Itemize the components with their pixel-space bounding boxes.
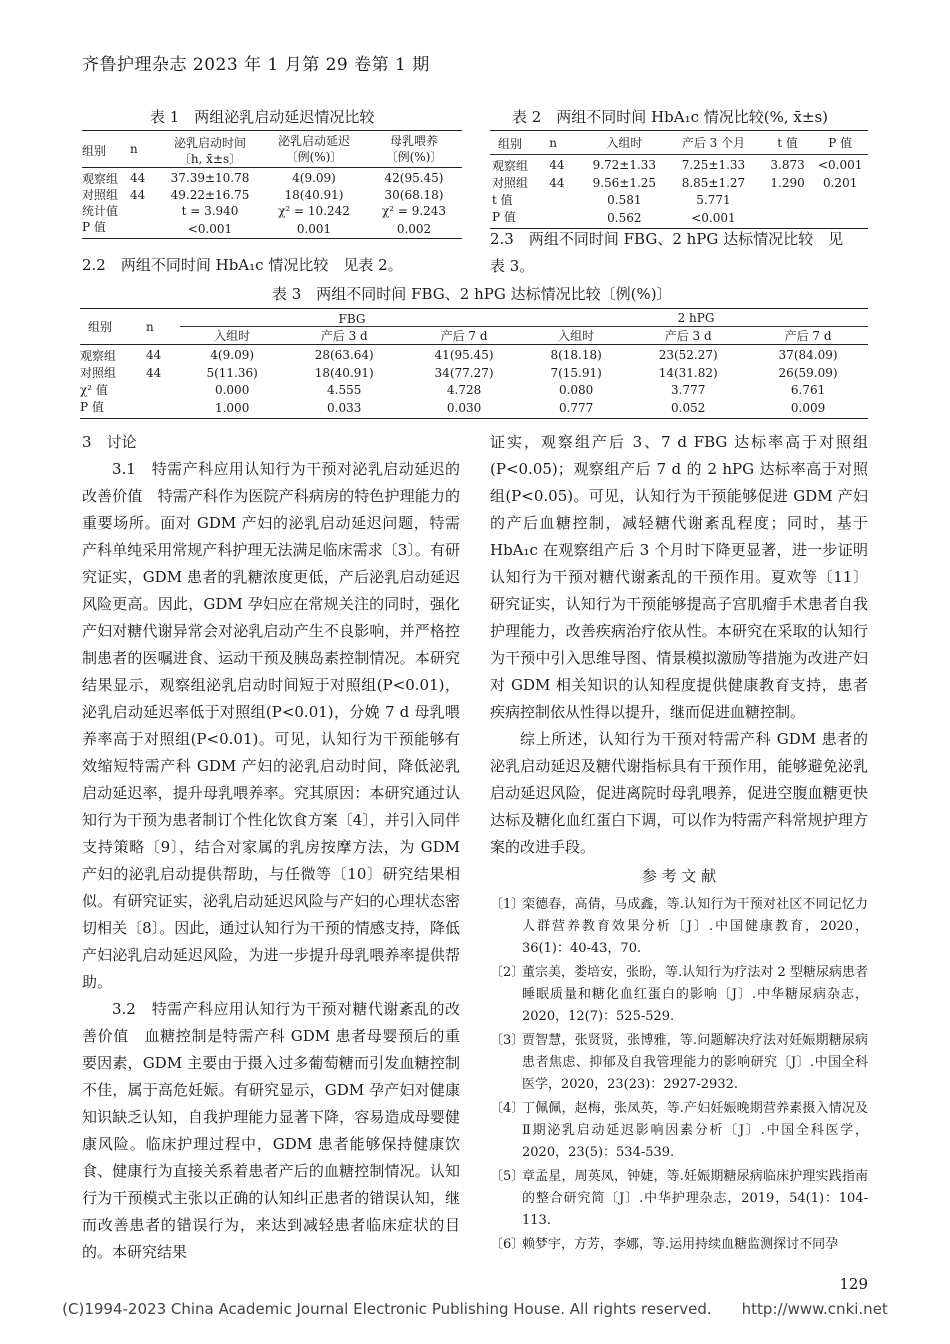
table-cell: 44 bbox=[549, 157, 565, 172]
section-2-2-heading: 2.2 两组不同时间 HbA₁c 情况比较 见表 2。 bbox=[82, 256, 403, 274]
t3-h-group: 组别 bbox=[88, 320, 113, 334]
table-cell: 3.873 bbox=[770, 157, 805, 172]
table-cell: <0.001 bbox=[187, 221, 233, 236]
paragraph: 证实，观察组产后 3、7 d FBG 达标率高于对照组(P<0.05)；观察组产后 7 d 的 2 hPG 达标率高于对照组(P<0.05)。可见，认知行为干预能够促进 GDM 产妇的产后血糖控制，减轻糖代谢紊乱程度；同时，基于 HbA₁c 在观察组产后 3 个月时下降更显著，进一步证明认知行为干预对糖代谢紊乱的干预作用。夏欢等〔11〕研究证实，认知行为干预能够提高子宫肌瘤手术患者自我护理能力，改善疾病治疗依从性。本研究在采取的认知行为干预中引入思维导图、情景模拟激励等措施为改进产妇对 GDM 相关知识的认知程度提供健康教育支持，患者疾病控制依从性得以提升，继而促进血糖控制。 bbox=[490, 433, 868, 721]
table-cell: 0.201 bbox=[822, 175, 858, 190]
table3 bbox=[80, 308, 868, 419]
t2-h-3months: 产后 3 个月 bbox=[681, 136, 746, 150]
table-cell: 0.777 bbox=[558, 401, 594, 415]
table-cell: 4.728 bbox=[446, 382, 482, 397]
t2-h-n: n bbox=[549, 135, 558, 150]
reference-item: 〔5〕 章孟星，周英凤，钟婕，等.妊娠期糖尿病临床护理实践指南的整合研究简〔J〕.中华护理杂志，2019，54(1)：104-113. bbox=[490, 1169, 868, 1228]
table-cell: 44 bbox=[146, 347, 162, 362]
table-cell: P 值 bbox=[80, 400, 104, 414]
table-cell: 1.000 bbox=[214, 401, 250, 415]
table-cell: 44 bbox=[130, 188, 146, 202]
reference-list bbox=[490, 894, 868, 1256]
table-cell: 34(77.27) bbox=[434, 365, 494, 380]
t2-h-t: t 值 bbox=[777, 136, 798, 150]
paragraph: 综上所述，认知行为干预对特需产科 GDM 患者的泌乳启动延迟及糖代谢指标具有干预作用，能够避免泌乳启动延迟风险，促进离院时母乳喂养，促进空腹血糖更快达标及糖化血红蛋白下调，可以作为特需产科常规护理方案的改进手段。 bbox=[490, 730, 868, 856]
table-cell: 0.000 bbox=[214, 382, 250, 397]
table-cell: χ² = 10.242 bbox=[278, 204, 350, 218]
t3-h-fbg: FBG bbox=[180, 309, 524, 327]
table-cell: 4(9.09) bbox=[292, 170, 336, 185]
table-cell: 4(9.09) bbox=[210, 347, 255, 362]
section-2-3-heading: 2.3 两组不同时间 FBG、2 hPG 达标情况比较 见 bbox=[490, 230, 844, 248]
t1-h-n: n bbox=[130, 142, 138, 156]
table-cell bbox=[763, 191, 812, 208]
reference-item: 〔3〕 贾智慧，张贤贤，张博雅，等.问题解决疗法对妊娠期糖尿病患者焦虑、抑郁及自我管理能力的影响研究〔J〕.中国全科医学，2020，23(23)：2927-2932. bbox=[490, 1033, 868, 1092]
table-cell: 0.033 bbox=[327, 401, 362, 415]
paragraph: 3.1 特需产科应用认知行为干预对泌乳启动延迟的改善价值 特需产科作为医院产科病房的特色护理能力的重要场所。面对 GDM 产妇的泌乳启动延迟问题，特需产科单纯采用常规产科护理无法满足临床需求〔3〕。有研究证实，GDM 患者的乳糖浓度更低，产后泌乳启动延迟风险更高。因此，GDM 孕妇应在常规关注的同时，强化产妇对糖代谢异常会对泌乳启动产生不良影响，并严格控制患者的医嘱进食、运动干预及胰岛素控制情况。本研究结果显示，观察组泌乳启动时间短于对照组(P<0.01)，泌乳启动延迟率低于对照组(P<0.01)，分娩 7 d 母乳喂养率高于对照组(P<0.01)。可见，认知行为干预能够有效缩短特需产科 GDM 产妇的泌乳启动时间，降低泌乳启动延迟率，提升母乳喂养率。究其原因：本研究通过认知行为干预为患者制订个性化饮食方案〔4〕，并引入同伴支持策略〔9〕，结合对家属的乳房按摩方法，为 GDM 产妇的泌乳启动提供帮助，与任微等〔10〕研究结果相似。有研究证实，泌乳启动延迟风险与产妇的心理状态密切相关〔8〕。因此，通过认知行为干预的情感支持，降低产妇泌乳启动延迟风险，为进一步提升母乳喂养率提供帮助。 bbox=[82, 460, 460, 991]
table-cell: 0.080 bbox=[558, 382, 594, 397]
table-cell bbox=[146, 381, 180, 398]
table-cell: 7.25±1.33 bbox=[681, 157, 746, 172]
table-cell: 对照组 bbox=[492, 176, 529, 190]
table-cell: P 值 bbox=[492, 210, 516, 224]
table-cell: 观察组 bbox=[82, 172, 119, 186]
table-cell: P 值 bbox=[82, 220, 106, 234]
right-body bbox=[490, 429, 868, 861]
table-cell bbox=[812, 191, 868, 208]
section-3-heading: 3 讨论 bbox=[82, 433, 137, 451]
t3-h-2hpg-baseline: 入组时 bbox=[558, 329, 595, 343]
table-cell: 42(95.45) bbox=[384, 170, 444, 185]
table-cell: 14(31.82) bbox=[658, 365, 718, 380]
table-cell: 5(11.36) bbox=[206, 365, 258, 380]
table-cell: 44 bbox=[549, 175, 565, 190]
table-cell bbox=[130, 203, 158, 219]
t1-h-group: 组别 bbox=[82, 144, 107, 158]
t3-h-n: n bbox=[146, 319, 154, 334]
table-cell: 18(40.91) bbox=[314, 365, 374, 380]
paragraph: 3.2 特需产科应用认知行为干预对糖代谢紊乱的改善价值 血糖控制是特需产科 GDM 患者母婴预后的重要因素，GDM 主要由于摄入过多葡萄糖而引发血糖控制不佳，属于高危妊娠。有研究显示，GDM 孕产妇对健康知识缺乏认知，自我护理能力显著下降，容易造成母婴健康风险。临床护理过程中，GDM 患者能够保持健康饮食、健康行为直接关系着患者产后的血糖控制情况。认知行为干预模式主张以正确的认知纠正患者的错误认知，继而改善患者的错误行为，来达到减轻患者临床症状的目的。本研究结果 bbox=[82, 1000, 460, 1261]
table3-caption: 表 3 两组不同时间 FBG、2 hPG 达标情况比较〔例(%)〕 bbox=[272, 285, 672, 303]
table-cell: χ² 值 bbox=[80, 383, 108, 397]
table-cell: 30(68.18) bbox=[384, 188, 444, 202]
left-body bbox=[82, 456, 460, 1266]
table-cell: 18(40.91) bbox=[284, 188, 344, 202]
table-cell: t = 3.940 bbox=[181, 204, 239, 218]
table-cell: 49.22±16.75 bbox=[170, 188, 250, 202]
table-cell: 9.56±1.25 bbox=[592, 175, 657, 190]
t2-h-p: P 值 bbox=[828, 136, 853, 150]
reference-item: 〔6〕 赖梦宇，方芳，李娜，等.运用持续血糖监测探讨不同孕 bbox=[490, 1237, 839, 1252]
table-cell bbox=[549, 191, 584, 208]
references-title: 参 考 文 献 bbox=[641, 867, 717, 885]
t3-h-2hpg-3d: 产后 3 d bbox=[664, 329, 712, 343]
table-cell: 28(63.64) bbox=[314, 347, 374, 362]
table-cell: 37.39±10.78 bbox=[170, 170, 250, 185]
table-cell: 0.030 bbox=[446, 401, 482, 415]
t1-h-delay: 泌乳启动延迟 〔例(%)〕 bbox=[277, 134, 350, 164]
table-cell: 41(95.45) bbox=[434, 347, 494, 362]
t2-h-group: 组别 bbox=[498, 137, 523, 151]
table2 bbox=[490, 130, 868, 229]
t3-h-2hpg: 2 hPG bbox=[524, 309, 868, 327]
table-cell: 0.002 bbox=[396, 221, 432, 236]
table-cell: χ² = 9.243 bbox=[381, 204, 447, 218]
table-cell: 观察组 bbox=[80, 349, 117, 363]
table-cell: 23(52.27) bbox=[658, 347, 718, 362]
table-cell: <0.001 bbox=[691, 211, 736, 225]
t1-h-time: 泌乳启动时间 〔h, x̄±s〕 bbox=[173, 136, 246, 166]
table-cell: t 值 bbox=[492, 193, 513, 207]
t3-h-fbg-3d: 产后 3 d bbox=[320, 329, 368, 343]
t3-h-2hpg-7d: 产后 7 d bbox=[784, 329, 832, 343]
reference-item: 〔4〕 丁佩佩，赵梅，张凤英，等.产妇妊娠晚期营养素摄入情况及Ⅱ期泌乳启动延迟影响因素分析〔J〕.中国全科医学，2020，23(5)：534-539. bbox=[490, 1101, 868, 1160]
table-cell: 8.85±1.27 bbox=[681, 175, 746, 190]
reference-item: 〔2〕 董宗美，娄培安，张盼，等.认知行为疗法对 2 型糖尿病患者睡眠质量和糖化血红蛋白的影响〔J〕.中华糖尿病杂志，2020，12(7)：525-529. bbox=[490, 965, 868, 1024]
table1-caption: 表 1 两组泌乳启动延迟情况比较 bbox=[150, 108, 375, 126]
reference-item: 〔1〕 栾德春，高倩，马成鑫，等.认知行为干预对社区不同记忆力人群营养教育效果分析〔J〕.中国健康教育，2020，36(1)：40-43，70. bbox=[490, 897, 868, 956]
table-cell: 观察组 bbox=[492, 159, 529, 173]
table-cell: 8(18.18) bbox=[550, 347, 602, 362]
table-cell: 44 bbox=[130, 170, 146, 185]
table-cell: 9.72±1.33 bbox=[592, 157, 657, 172]
right-column bbox=[490, 429, 868, 1258]
t3-h-fbg-7d: 产后 7 d bbox=[440, 329, 488, 343]
copyright-footer: (C)1994-2023 China Academic Journal Electronic Publishing House. All rights reserved. http://www.cnki.net bbox=[62, 1300, 888, 1318]
table-cell: 5.771 bbox=[696, 192, 731, 207]
table-cell bbox=[130, 219, 158, 239]
table-cell: <0.001 bbox=[817, 157, 863, 172]
page-number: 129 bbox=[839, 1275, 868, 1293]
t2-h-baseline: 入组时 bbox=[606, 136, 643, 150]
table-cell: 0.562 bbox=[607, 211, 642, 225]
table-cell: 44 bbox=[146, 365, 162, 380]
table-cell: 0.009 bbox=[790, 401, 826, 415]
journal-header: 齐鲁护理杂志 2023 年 1 月第 29 卷第 1 期 bbox=[82, 55, 430, 75]
left-column bbox=[82, 429, 460, 1266]
table1 bbox=[82, 130, 462, 239]
table-cell: 37(84.09) bbox=[778, 347, 838, 362]
section-2-3-heading-cont: 表 3。 bbox=[490, 257, 535, 275]
table2-caption: 表 2 两组不同时间 HbA₁c 情况比较(%, x̄±s) bbox=[512, 108, 828, 126]
table-cell bbox=[146, 398, 180, 419]
t3-h-fbg-baseline: 入组时 bbox=[214, 329, 251, 343]
table-cell: 0.581 bbox=[607, 192, 642, 207]
table-cell: 统计值 bbox=[82, 204, 119, 218]
table-cell: 1.290 bbox=[770, 175, 805, 190]
table-cell: 6.761 bbox=[790, 382, 826, 397]
table-cell: 4.555 bbox=[327, 382, 362, 397]
table-cell: 3.777 bbox=[671, 382, 706, 397]
table-cell: 对照组 bbox=[80, 366, 117, 380]
table-cell: 0.052 bbox=[671, 401, 706, 415]
table-cell: 对照组 bbox=[82, 188, 119, 202]
table-cell: 7(15.91) bbox=[550, 365, 602, 380]
table-cell: 26(59.09) bbox=[778, 365, 838, 380]
t1-h-breastfeed: 母乳喂养 〔例(%)〕 bbox=[385, 134, 443, 164]
table-cell: 0.001 bbox=[296, 221, 332, 236]
